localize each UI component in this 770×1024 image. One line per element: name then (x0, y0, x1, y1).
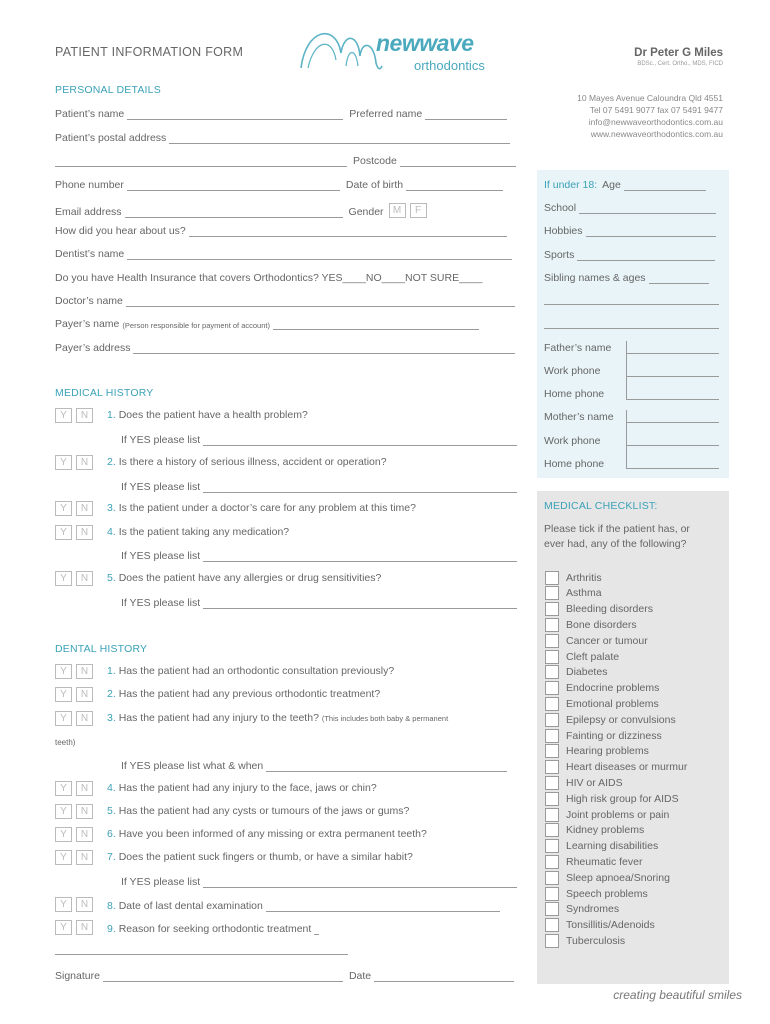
checklist-item-label: Syndromes (566, 903, 620, 916)
no-box[interactable]: N (76, 408, 93, 423)
yes-box[interactable]: Y (55, 920, 72, 935)
med-q4-yn (55, 525, 93, 540)
dob-field[interactable] (406, 181, 503, 191)
den-q7-list (121, 874, 517, 888)
payer-note: (Person responsible for payment of account) (122, 321, 270, 330)
no-box[interactable]: N (76, 920, 93, 935)
mother-name-field[interactable] (626, 422, 719, 423)
if-yes-label: If YES please list (121, 550, 201, 562)
date-label: Date (348, 970, 372, 982)
age-label: Age (602, 179, 621, 191)
no-box[interactable]: N (76, 525, 93, 540)
father-work-row (544, 363, 600, 377)
insurance-row (55, 270, 482, 284)
hobbies-row (544, 223, 716, 237)
email-row (55, 200, 427, 218)
if-yes-label: If YES please list (121, 481, 201, 493)
checkbox[interactable] (545, 602, 559, 616)
phone-label: Phone number (55, 179, 124, 191)
checkbox[interactable] (545, 634, 559, 648)
sports-field[interactable] (577, 251, 715, 261)
checkbox[interactable] (545, 586, 559, 600)
checklist-item-label: Epilepsy or convulsions (566, 713, 676, 726)
checklist-item-label: Rheumatic fever (566, 855, 643, 868)
question-text: Has the patient had an orthodontic consultation previously? (118, 665, 395, 677)
med-q2 (107, 456, 387, 468)
question-number: 5. (107, 572, 116, 584)
den-q3-yn (55, 711, 93, 726)
checklist-item-label: Speech problems (566, 887, 648, 900)
postal-address-label: Patient’s postal address (55, 132, 167, 144)
checklist-item[interactable] (545, 823, 644, 838)
yes-box[interactable]: Y (55, 781, 72, 796)
checklist-item[interactable] (545, 902, 619, 917)
question-number: 2. (107, 456, 116, 468)
no-box[interactable]: N (76, 501, 93, 516)
checklist-item[interactable] (545, 570, 602, 585)
den-q3 (107, 712, 448, 724)
checkbox[interactable] (545, 918, 559, 932)
siblings-field[interactable] (649, 274, 709, 284)
den-q8-yn (55, 897, 93, 912)
preferred-name-field[interactable] (425, 110, 507, 120)
med-q4 (107, 526, 289, 538)
last-exam-field[interactable] (266, 902, 500, 912)
question-text: Have you been informed of any missing or extra permanent teeth? (118, 828, 427, 840)
if-yes-when-label: If YES please list what & when (121, 760, 264, 772)
no-box[interactable]: N (76, 711, 93, 726)
med-q4-list (121, 548, 517, 562)
den-q6-yn (55, 827, 93, 842)
yes-box[interactable]: Y (55, 664, 72, 679)
contact-website[interactable]: www.newwaveorthodontics.com.au (590, 129, 723, 139)
if-yes-label: If YES please list (121, 876, 201, 888)
den-q3-list (121, 758, 507, 772)
mother-home-row (544, 456, 604, 470)
checklist-item[interactable] (545, 839, 658, 854)
yes-box[interactable]: Y (55, 571, 72, 586)
med-q1 (107, 409, 308, 421)
signature-label: Signature (55, 970, 100, 982)
checklist-item-label: Hearing problems (566, 745, 649, 758)
siblings-row (544, 270, 709, 284)
checklist-item[interactable] (545, 933, 625, 948)
doctor-row (55, 293, 515, 307)
checklist-item[interactable] (545, 854, 642, 869)
med-q3-yn (55, 501, 93, 516)
med-q5-yn (55, 571, 93, 586)
checklist-item-label: Fainting or dizziness (566, 729, 662, 742)
question-number: 3. (107, 502, 116, 514)
under18-heading: If under 18: (544, 179, 598, 191)
payer-name-label: Payer’s name (55, 318, 120, 330)
sports-row (544, 247, 715, 261)
checkbox[interactable] (545, 697, 559, 711)
mother-bracket (626, 410, 627, 468)
payer-address-label: Payer’s address (55, 342, 131, 354)
yes-box[interactable]: Y (55, 501, 72, 516)
logo-wordmark: newwave (376, 30, 474, 56)
no-box[interactable]: N (76, 804, 93, 819)
question-number: 1. (107, 665, 116, 677)
logo-subtitle: orthodontics (414, 58, 485, 73)
mother-row (544, 409, 614, 423)
hear-about-row (55, 223, 507, 237)
checkbox[interactable] (545, 760, 559, 774)
wave-logo-icon (296, 18, 386, 78)
checkbox[interactable] (545, 571, 559, 585)
checklist-item-label: Emotional problems (566, 697, 659, 710)
checklist-item-label: HIV or AIDS (566, 776, 623, 789)
school-label: School (544, 202, 577, 214)
postal-address-row (55, 130, 510, 144)
postcode-field[interactable] (400, 157, 516, 167)
dentist-label: Dentist’s name (55, 248, 125, 260)
checkbox[interactable] (545, 855, 559, 869)
checklist-item[interactable] (545, 744, 649, 759)
med-q2-yn (55, 455, 93, 470)
mother-home-field[interactable] (626, 468, 719, 469)
checklist-item-label: Tonsillitis/Adenoids (566, 919, 655, 932)
personal-details-heading: PERSONAL DETAILS (55, 84, 161, 96)
den-q7-yn (55, 850, 93, 865)
checkbox[interactable] (545, 871, 559, 885)
no-box[interactable]: N (76, 827, 93, 842)
dob-label: Date of birth (345, 179, 404, 191)
patient-name-label: Patient’s name (55, 108, 125, 120)
siblings-label: Sibling names & ages (544, 272, 646, 284)
checklist-item[interactable] (545, 886, 648, 901)
den-q2 (107, 688, 380, 700)
if-yes-field[interactable] (203, 552, 517, 562)
den-q9-yn (55, 920, 93, 935)
father-name-field[interactable] (626, 353, 719, 354)
question-text: Is the patient under a doctor’s care for any problem at this time? (118, 502, 416, 514)
payer-name-row (55, 316, 479, 330)
no-box[interactable]: N (76, 850, 93, 865)
father-home-field[interactable] (626, 399, 719, 400)
phone-field[interactable] (127, 181, 340, 191)
med-q1-list (121, 432, 517, 446)
if-yes-field[interactable] (203, 878, 517, 888)
doctor-field[interactable] (126, 297, 515, 307)
yes-box[interactable]: Y (55, 408, 72, 423)
question-text: Does the patient suck fingers or thumb, or have a similar habit? (118, 851, 413, 863)
insurance-question[interactable]: Do you have Health Insurance that covers Orthodontics? YES____NO____NOT SURE____ (55, 272, 483, 284)
doctor-name: Dr Peter G Miles (634, 47, 723, 59)
question-text: Does the patient have any allergies or drug sensitivities? (118, 572, 382, 584)
no-box[interactable]: N (76, 687, 93, 702)
den-q7 (107, 851, 413, 863)
checklist-item[interactable] (545, 712, 676, 727)
question-number: 4. (107, 782, 116, 794)
checklist-item-label: Heart diseases or murmur (566, 761, 688, 774)
question-number: 2. (107, 688, 116, 700)
father-row (544, 340, 611, 354)
checklist-item-label: High risk group for AIDS (566, 792, 679, 805)
hear-about-label: How did you hear about us? (55, 225, 186, 237)
checklist-item[interactable] (545, 775, 623, 790)
checkbox[interactable] (545, 902, 559, 916)
checkbox[interactable] (545, 681, 559, 695)
payer-address-field[interactable] (133, 344, 515, 354)
no-box[interactable]: N (76, 455, 93, 470)
father-work-field[interactable] (626, 376, 719, 377)
checkbox[interactable] (545, 887, 559, 901)
question-text: Is there a history of serious illness, accident or operation? (118, 456, 387, 468)
med-q2-list (121, 479, 517, 493)
father-home-row (544, 386, 604, 400)
doctor-label: Doctor’s name (55, 295, 123, 307)
newwave-logo (296, 18, 536, 78)
den-q2-yn (55, 687, 93, 702)
med-q1-yn (55, 408, 93, 423)
question-note: (This includes both baby & permanent (321, 714, 449, 723)
checklist-intro-line1: Please tick if the patient has, or (544, 523, 690, 535)
den-q1 (107, 665, 394, 677)
checklist-item-label: Joint problems or pain (566, 808, 670, 821)
patient-name-field[interactable] (127, 110, 343, 120)
question-text: Is the patient taking any medication? (118, 526, 290, 538)
checklist-item[interactable] (545, 728, 662, 743)
den-q4-yn (55, 781, 93, 796)
postcode-row (55, 153, 516, 167)
checklist-item-label: Bleeding disorders (566, 603, 653, 616)
work-phone-label: Work phone (544, 435, 601, 447)
doctor-qualifications: BDSc., Cert. Ortho., MDS, FICD (637, 61, 723, 67)
yes-box[interactable]: Y (55, 850, 72, 865)
home-phone-label: Home phone (544, 388, 605, 400)
phone-row (55, 177, 503, 191)
checkbox[interactable] (545, 650, 559, 664)
med-q5 (107, 572, 381, 584)
checkbox[interactable] (545, 808, 559, 822)
reason-field-line[interactable] (55, 954, 348, 955)
question-number: 9. (107, 923, 116, 935)
checklist-item-label: Arthritis (566, 571, 602, 584)
checklist-item[interactable] (545, 649, 619, 664)
checklist-item[interactable] (545, 665, 607, 680)
checklist-item-label: Sleep apnoea/Snoring (566, 871, 670, 884)
checkbox[interactable] (545, 729, 559, 743)
siblings-field-3[interactable] (544, 328, 719, 329)
dental-history-heading: DENTAL HISTORY (55, 643, 148, 655)
yes-box[interactable]: Y (55, 525, 72, 540)
contact-block (577, 92, 723, 140)
contact-address: 10 Mayes Avenue Caloundra Qld 4551 (577, 93, 723, 103)
yes-box[interactable]: Y (55, 455, 72, 470)
payer-name-field[interactable] (273, 320, 479, 330)
question-note-cont: teeth) (55, 738, 76, 747)
question-text: Does the patient have a health problem? (118, 409, 308, 421)
checkbox[interactable] (545, 744, 559, 758)
hear-about-field[interactable] (189, 227, 507, 237)
checklist-item-label: Cancer or tumour (566, 634, 648, 647)
contact-email[interactable]: info@newwaveorthodontics.com.au (588, 117, 723, 127)
med-q3 (107, 502, 416, 514)
postcode-label: Postcode (353, 155, 397, 167)
no-box[interactable]: N (76, 897, 93, 912)
question-number: 5. (107, 805, 116, 817)
yes-box[interactable]: Y (55, 827, 72, 842)
reason-field[interactable] (314, 925, 319, 935)
no-box[interactable]: N (76, 571, 93, 586)
siblings-field-2[interactable] (544, 304, 719, 305)
school-row (544, 200, 716, 214)
checklist-item[interactable] (545, 791, 679, 806)
under-18-panel (537, 170, 729, 478)
no-box[interactable]: N (76, 781, 93, 796)
sports-label: Sports (544, 249, 575, 261)
signature-field[interactable] (103, 972, 343, 982)
checklist-item[interactable] (545, 633, 648, 648)
checkbox[interactable] (545, 839, 559, 853)
age-field[interactable] (624, 181, 706, 191)
work-phone-label: Work phone (544, 365, 601, 377)
medical-history-heading: MEDICAL HISTORY (55, 387, 154, 399)
postal-address-field[interactable] (169, 134, 510, 144)
checkbox[interactable] (545, 713, 559, 727)
question-text: Date of last dental examination (118, 900, 263, 912)
dentist-field[interactable] (127, 250, 512, 260)
checklist-intro (544, 522, 690, 552)
school-field[interactable] (579, 204, 716, 214)
checklist-item[interactable] (545, 602, 653, 617)
mother-work-field[interactable] (626, 445, 719, 446)
yes-box[interactable]: Y (55, 711, 72, 726)
gender-m-box[interactable]: M (389, 203, 406, 218)
mother-label: Mother’s name (544, 411, 614, 423)
form-title: PATIENT INFORMATION FORM (55, 45, 244, 59)
checklist-item[interactable] (545, 760, 687, 775)
checklist-item-label: Bone disorders (566, 618, 637, 631)
if-yes-field[interactable] (203, 436, 517, 446)
question-text: Has the patient had any injury to the face, jaws or chin? (118, 782, 377, 794)
tagline: creating beautiful smiles (613, 988, 742, 1002)
den-q5-yn (55, 804, 93, 819)
checklist-item-label: Tuberculosis (566, 934, 626, 947)
den-q5 (107, 805, 409, 817)
signature-row (55, 968, 514, 982)
question-number: 1. (107, 409, 116, 421)
if-yes-field[interactable] (203, 483, 517, 493)
patient-name-row (55, 106, 507, 120)
checkbox[interactable] (545, 792, 559, 806)
checkbox[interactable] (545, 823, 559, 837)
yes-box[interactable]: Y (55, 804, 72, 819)
checklist-item[interactable] (545, 681, 659, 696)
checklist-item-label: Learning disabilities (566, 840, 659, 853)
checklist-item[interactable] (545, 617, 637, 632)
checklist-heading: MEDICAL CHECKLIST: (544, 500, 658, 512)
date-field[interactable] (374, 972, 514, 982)
doctor-block (634, 47, 723, 67)
question-text: Has the patient had any cysts or tumours of the jaws or gums? (118, 805, 410, 817)
yes-box[interactable]: Y (55, 687, 72, 702)
father-bracket (626, 341, 627, 399)
question-text: Has the patient had any injury to the teeth? (118, 712, 319, 724)
checklist-item[interactable] (545, 696, 659, 711)
if-yes-field[interactable] (203, 599, 517, 609)
question-number: 6. (107, 828, 116, 840)
mother-work-row (544, 433, 600, 447)
contact-phone: Tel 07 5491 9077 fax 07 5491 9477 (589, 105, 723, 115)
den-q4 (107, 782, 377, 794)
checklist-item[interactable] (545, 918, 655, 933)
if-yes-label: If YES please list (121, 597, 201, 609)
checklist-item-label: Asthma (566, 587, 602, 600)
father-label: Father’s name (544, 342, 612, 354)
dentist-row (55, 246, 512, 260)
checkbox[interactable] (545, 618, 559, 632)
checklist-item[interactable] (545, 586, 602, 601)
if-yes-label: If YES please list (121, 434, 201, 446)
checklist-item[interactable] (545, 870, 670, 885)
checkbox[interactable] (545, 776, 559, 790)
question-text: Reason for seeking orthodontic treatment (118, 923, 312, 935)
checklist-item-label: Diabetes (566, 666, 608, 679)
gender-label: Gender (348, 206, 384, 218)
checklist-intro-line2: ever had, any of the following? (544, 538, 687, 550)
checkbox[interactable] (545, 934, 559, 948)
question-text: Has the patient had any previous orthodontic treatment? (118, 688, 381, 700)
under18-age-row (544, 177, 706, 191)
payer-address-row (55, 340, 515, 354)
email-label: Email address (55, 206, 122, 218)
den-q8 (107, 898, 500, 912)
checklist-item-label: Cleft palate (566, 650, 620, 663)
postal-address-field-2[interactable] (55, 157, 347, 167)
question-number: 8. (107, 900, 116, 912)
hobbies-field[interactable] (586, 227, 716, 237)
question-number: 3. (107, 712, 116, 724)
checklist-item-label: Kidney problems (566, 824, 645, 837)
gender-f-box[interactable]: F (410, 203, 427, 218)
hobbies-label: Hobbies (544, 225, 583, 237)
den-q1-yn (55, 664, 93, 679)
if-yes-field[interactable] (266, 762, 507, 772)
preferred-name-label: Preferred name (349, 108, 423, 120)
email-field[interactable] (125, 208, 343, 218)
den-q9 (107, 921, 319, 935)
checkbox[interactable] (545, 665, 559, 679)
question-number: 4. (107, 526, 116, 538)
yes-box[interactable]: Y (55, 897, 72, 912)
checklist-item-label: Endocrine problems (566, 682, 660, 695)
home-phone-label: Home phone (544, 458, 605, 470)
checklist-item[interactable] (545, 807, 669, 822)
question-number: 7. (107, 851, 116, 863)
no-box[interactable]: N (76, 664, 93, 679)
med-q5-list (121, 595, 517, 609)
den-q6 (107, 828, 427, 840)
